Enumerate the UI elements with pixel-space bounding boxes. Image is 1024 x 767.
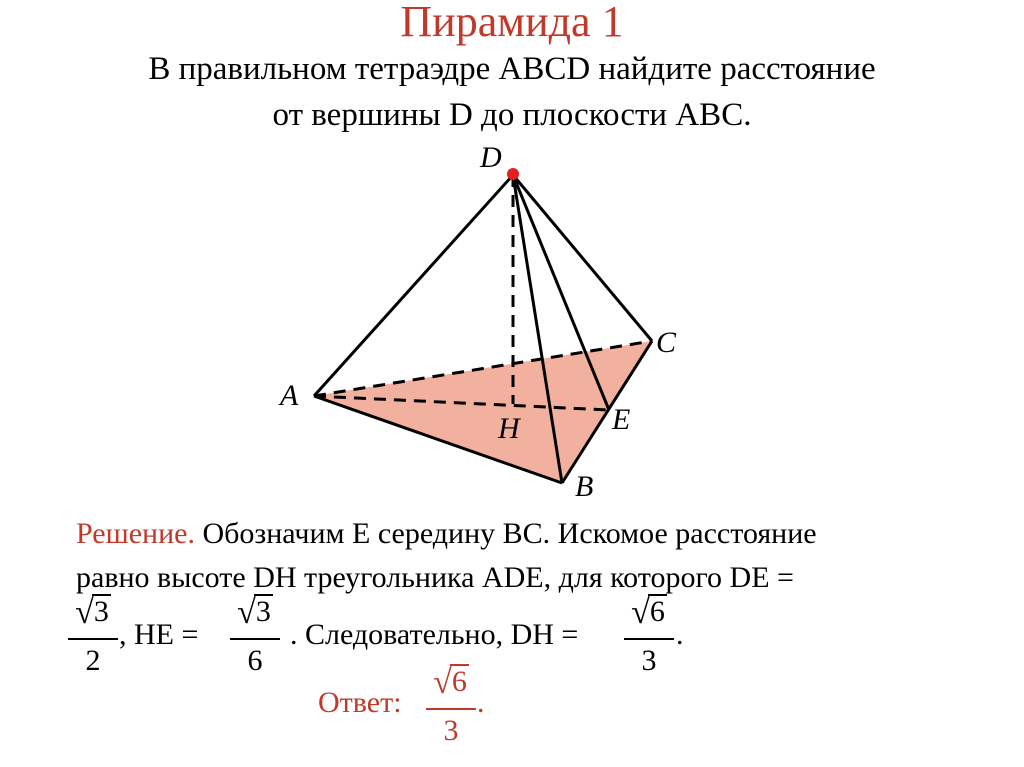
solution-text (76, 512, 817, 600)
label-c: C (656, 326, 677, 359)
dh-denominator: 3 (641, 644, 657, 677)
vertex-d-point (507, 168, 519, 180)
dh-text: . Следовательно, DH = (290, 618, 579, 651)
dh-end: . (676, 618, 684, 651)
answer-fraction (426, 664, 476, 746)
solution-line-1-text: Обозначим E середину BC. Искомое расстояние (194, 517, 817, 550)
label-e: E (612, 403, 631, 436)
problem-line-2: от вершины D до плоскости ABC. (272, 97, 752, 133)
answer-fraction-bar (426, 708, 476, 710)
label-d: D (480, 141, 502, 174)
solution-line-2: равно высоте DH треугольника ADE, для которого DE = (76, 561, 794, 594)
slide-title: Пирамида 1 (400, 0, 624, 46)
answer-label: Ответ: (318, 686, 402, 719)
he-fraction-bar (230, 638, 280, 640)
he-denominator: 6 (247, 644, 263, 677)
de-fraction (68, 594, 118, 676)
he-fraction (230, 594, 280, 676)
base-face-abc (314, 341, 652, 483)
he-text: , HE = (119, 618, 199, 651)
dh-numerator: √6 (631, 594, 665, 631)
solution-line-1 (76, 512, 817, 556)
edge-da (314, 175, 513, 396)
problem-line-1: В правильном тетраэдре ABCD найдите расстояние (148, 51, 876, 87)
answer-denominator: 3 (443, 714, 459, 747)
label-a: A (280, 379, 299, 412)
solution-label: Решение. (76, 517, 195, 550)
answer-end: . (477, 686, 485, 719)
edge-dc (513, 175, 652, 341)
he-numerator: √3 (237, 594, 271, 631)
de-fraction-bar (68, 638, 118, 640)
dh-fraction-bar (624, 638, 674, 640)
de-numerator: √3 (75, 594, 109, 631)
answer-numerator: √6 (433, 664, 467, 701)
label-b: B (575, 470, 594, 503)
dh-fraction (624, 594, 674, 676)
label-h: H (498, 412, 520, 445)
de-denominator: 2 (85, 644, 101, 677)
